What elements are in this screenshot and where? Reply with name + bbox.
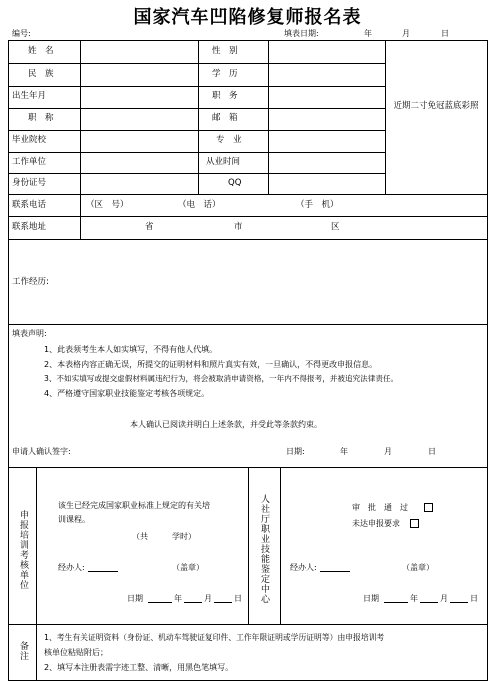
work-years-label: 从业时间 (206, 157, 241, 167)
training-unit-label: 申报培训考核单位 (18, 510, 28, 590)
remarks-line: 2、填写本注册表需字迹工整、清晰，用黑色笔填写。 (44, 663, 234, 672)
employer-field[interactable] (81, 153, 198, 173)
appraisal-handler-field[interactable] (320, 562, 350, 572)
id-number-label: 身份证号 (12, 178, 47, 188)
birth-date-field[interactable] (81, 87, 198, 108)
education-field[interactable] (269, 64, 385, 86)
appraisal-month-field[interactable] (420, 593, 438, 603)
school-label: 毕业院校 (12, 135, 47, 145)
postcode-field[interactable] (269, 109, 385, 130)
training-month-field[interactable] (184, 593, 202, 603)
fill-date-month: 月 (402, 29, 410, 38)
telephone-hint[interactable]: （电 话） (178, 200, 221, 210)
appraisal-approved-option[interactable]: 审 批 通 过 (352, 503, 408, 512)
declaration-item: 1、此表须考生本人如实填写，不得有他人代填。 (44, 345, 218, 354)
remarks-label: 备注 (18, 641, 28, 661)
position-label: 职 务 (212, 91, 238, 101)
title-rank-label: 职 称 (28, 113, 54, 123)
training-day-field[interactable] (214, 593, 232, 603)
training-unit-text: 该生已经完成国家职业标准上规定的有关培 (58, 501, 210, 510)
appraisal-day: 日 (470, 594, 478, 603)
signature-day: 日 (428, 447, 436, 456)
remarks-line: 核单位粘贴附后； (44, 648, 108, 657)
major-field[interactable] (269, 131, 385, 152)
appraisal-date-label: 日期 (363, 594, 379, 603)
appraisal-year: 年 (410, 594, 418, 603)
appraisal-not-met-option[interactable]: 未达申报要求 (352, 519, 400, 528)
ethnicity-field[interactable] (81, 64, 198, 86)
ethnicity-label: 民 族 (28, 69, 54, 79)
id-number-field[interactable] (81, 174, 198, 194)
appraisal-day-field[interactable] (450, 593, 468, 603)
school-field[interactable] (81, 131, 198, 152)
work-history-field[interactable] (60, 242, 484, 322)
address-city[interactable]: 市 (234, 222, 243, 232)
fill-date-year: 年 (364, 29, 372, 38)
phone-label: 联系电话 (12, 200, 47, 210)
photo-placeholder[interactable]: 近期二寸免冠蓝底彩照 (393, 101, 479, 111)
work-years-field[interactable] (269, 153, 385, 173)
gender-label: 性 别 (212, 46, 238, 56)
number-label: 编号: (12, 29, 31, 38)
fill-date-day: 日 (441, 29, 449, 38)
name-field[interactable] (81, 41, 198, 63)
appraisal-year-field[interactable] (384, 593, 408, 603)
address-label: 联系地址 (12, 222, 47, 232)
appraisal-center-label: 人社厅职业技能鉴定中心 (259, 494, 269, 604)
signature-year: 年 (340, 447, 348, 456)
training-year: 年 (174, 594, 182, 603)
education-label: 学 历 (212, 69, 238, 79)
gender-field[interactable] (269, 41, 385, 63)
signature-date-label: 日期: (286, 447, 305, 456)
appraisal-handler-label: 经办人: (290, 563, 317, 572)
signature-field[interactable] (80, 443, 270, 459)
position-field[interactable] (269, 87, 385, 108)
mobile-hint[interactable]: （手 机） (296, 200, 339, 210)
address-province[interactable]: 省 (145, 222, 154, 232)
training-unit-text-2: 训课程。 (58, 515, 90, 524)
employer-label: 工作单位 (12, 157, 47, 167)
declaration-item: 3、不如实填写或提交虚假材料属违纪行为，将会被取消申请资格，一年内不得报考，并被追究法律责任。 (44, 374, 399, 383)
not-met-checkbox[interactable] (410, 519, 419, 528)
training-handler-field[interactable] (88, 562, 118, 572)
appraisal-month: 月 (440, 594, 448, 603)
declaration-item: 2、本表格内容正确无误，所提交的证明材料和照片真实有效，一旦确认，不得更改申报信息。 (44, 360, 378, 369)
remarks-line: 1、考生有关证明资料（身份证、机动车驾驶证复印件、工作年限证明或学历证明等）由申报培训考 (44, 633, 385, 642)
form-title: 国家汽车凹陷修复师报名表 (133, 7, 362, 28)
training-day: 日 (234, 594, 242, 603)
postcode-label: 邮 箱 (212, 113, 238, 123)
training-year-field[interactable] (148, 593, 172, 603)
name-label: 姓 名 (28, 46, 54, 56)
training-handler-label: 经办人: (58, 563, 85, 572)
work-history-label: 工作经历: (12, 277, 49, 287)
declaration-item: 4、严格遵守国家职业技能鉴定考核各项规定。 (44, 389, 210, 398)
address-district[interactable]: 区 (331, 222, 340, 232)
fill-date-label: 填表日期: (284, 29, 319, 38)
training-date-label: 日期 (127, 594, 143, 603)
training-hours[interactable]: （共 学时） (132, 532, 196, 541)
title-rank-field[interactable] (81, 109, 198, 130)
birth-date-label: 出生年月 (12, 91, 47, 101)
signature-label: 申请人确认签字: (12, 447, 71, 456)
area-code-hint[interactable]: （区 号） (86, 200, 129, 210)
qq-field[interactable] (269, 174, 385, 194)
signature-month: 月 (384, 447, 392, 456)
approved-checkbox[interactable] (424, 503, 433, 512)
training-seal: （盖章） (172, 563, 204, 572)
declaration-confirm: 本人确认已阅读并明白上述条款，并受此等条款约束。 (130, 420, 322, 429)
declaration-heading: 填表声明: (12, 329, 47, 338)
appraisal-seal: （盖章） (402, 563, 434, 572)
training-month: 月 (204, 594, 212, 603)
major-label: 专 业 (216, 135, 242, 145)
qq-label: QQ (228, 178, 242, 188)
